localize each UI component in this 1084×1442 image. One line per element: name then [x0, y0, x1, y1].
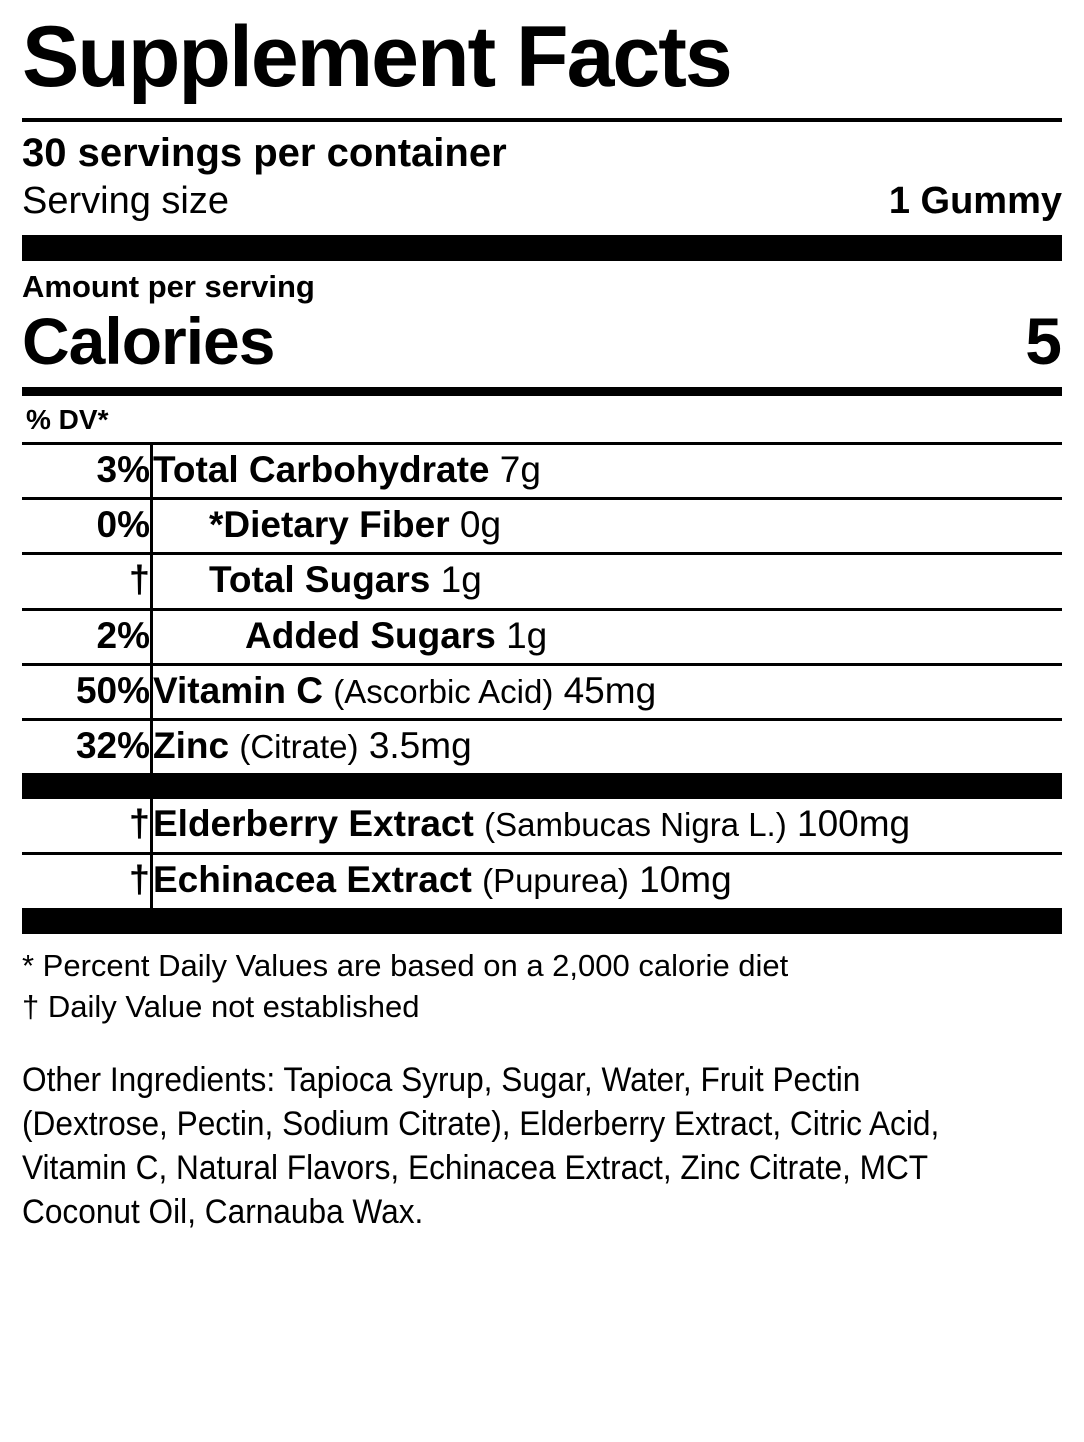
- footnotes: [22, 946, 1062, 1028]
- table-row: [22, 664, 1062, 719]
- nutrient-name: Zinc: [153, 724, 230, 766]
- servings-per-container: 30 servings per container: [22, 131, 507, 175]
- nutrient-amount: 1g: [506, 614, 548, 656]
- botanical-name: Echinacea Extract: [153, 858, 472, 900]
- divider-thick-middle: [22, 773, 1062, 799]
- daily-value-header: % DV*: [26, 403, 109, 435]
- nutrient-name: *Dietary Fiber: [209, 503, 450, 545]
- serving-size-value: 1 Gummy: [888, 180, 1062, 223]
- footnote-dagger: † Daily Value not established: [22, 988, 420, 1024]
- nutrient-name-cell: [152, 609, 1063, 664]
- table-row: [22, 799, 1062, 854]
- nutrient-name-cell: [152, 498, 1063, 553]
- botanical-name-cell: [152, 799, 1063, 854]
- nutrients-table-body: [22, 443, 1062, 773]
- nutrient-name-cell: [152, 664, 1063, 719]
- nutrient-source: (Ascorbic Acid): [333, 672, 554, 710]
- nutrient-name: Vitamin C: [153, 669, 323, 711]
- nutrient-dv: 3%: [22, 443, 152, 498]
- botanical-dv: †: [22, 799, 152, 854]
- calories-label: Calories: [22, 303, 275, 378]
- footnote-daily-value-basis: * Percent Daily Values are based on a 2,000 calorie diet: [22, 947, 789, 983]
- nutrient-name: Total Carbohydrate: [153, 448, 490, 490]
- botanical-amount: 100mg: [797, 802, 911, 844]
- serving-size-label: Serving size: [22, 180, 229, 223]
- calories-value: 5: [1025, 303, 1062, 378]
- supplement-facts-label: [0, 9, 1084, 1442]
- nutrient-name-cell: [152, 443, 1063, 498]
- botanical-source: (Sambucas Nigra L.): [484, 805, 787, 843]
- nutrient-amount: 7g: [499, 448, 541, 490]
- other-ingredients: Other Ingredients: Tapioca Syrup, Sugar, Water, Fruit Pectin (Dextrose, Pectin, Sodium Citrate), Elderberry Extract, Citric Acid, Vitamin C, Natural Flavors, Echinacea Extract, Zinc Citrate, MCT Coconut Oil, Carnauba Wax.: [22, 1060, 940, 1232]
- nutrient-dv: 2%: [22, 609, 152, 664]
- nutrient-amount: 45mg: [563, 669, 657, 711]
- table-row: [22, 498, 1062, 553]
- table-row: [22, 609, 1062, 664]
- nutrient-amount: 1g: [440, 558, 482, 600]
- table-row: [22, 719, 1062, 773]
- amount-per-serving-label: Amount per serving: [22, 268, 315, 304]
- nutrient-name-cell: [152, 719, 1063, 773]
- nutrient-dv: 50%: [22, 664, 152, 719]
- botanicals-table: [22, 799, 1062, 908]
- botanical-amount: 10mg: [639, 858, 732, 900]
- botanical-dv: †: [22, 853, 152, 908]
- table-row: [22, 853, 1062, 908]
- page-title: Supplement Facts: [22, 9, 731, 105]
- nutrient-name-cell: [152, 553, 1063, 609]
- table-row: [22, 443, 1062, 498]
- divider-under-calories: [22, 387, 1062, 396]
- serving-size-row: [22, 179, 1062, 225]
- divider-thick-top: [22, 235, 1062, 261]
- nutrients-table: [22, 442, 1062, 773]
- botanical-name: Elderberry Extract: [153, 802, 474, 844]
- calories-row: [22, 303, 1062, 379]
- nutrient-amount: 0g: [459, 503, 502, 545]
- divider-thick-bottom: [22, 908, 1062, 934]
- nutrient-amount: 3.5mg: [368, 724, 472, 766]
- nutrient-name: Added Sugars: [245, 614, 496, 656]
- nutrient-source: (Citrate): [239, 727, 359, 765]
- botanical-source: (Pupurea): [482, 861, 629, 899]
- nutrient-dv: 32%: [22, 719, 152, 773]
- botanicals-table-body: [22, 799, 1062, 908]
- nutrient-dv: †: [22, 553, 152, 609]
- nutrient-dv: 0%: [22, 498, 152, 553]
- table-row: [22, 553, 1062, 609]
- nutrient-name: Total Sugars: [209, 558, 431, 600]
- divider-under-title: [22, 118, 1062, 122]
- botanical-name-cell: [152, 853, 1063, 908]
